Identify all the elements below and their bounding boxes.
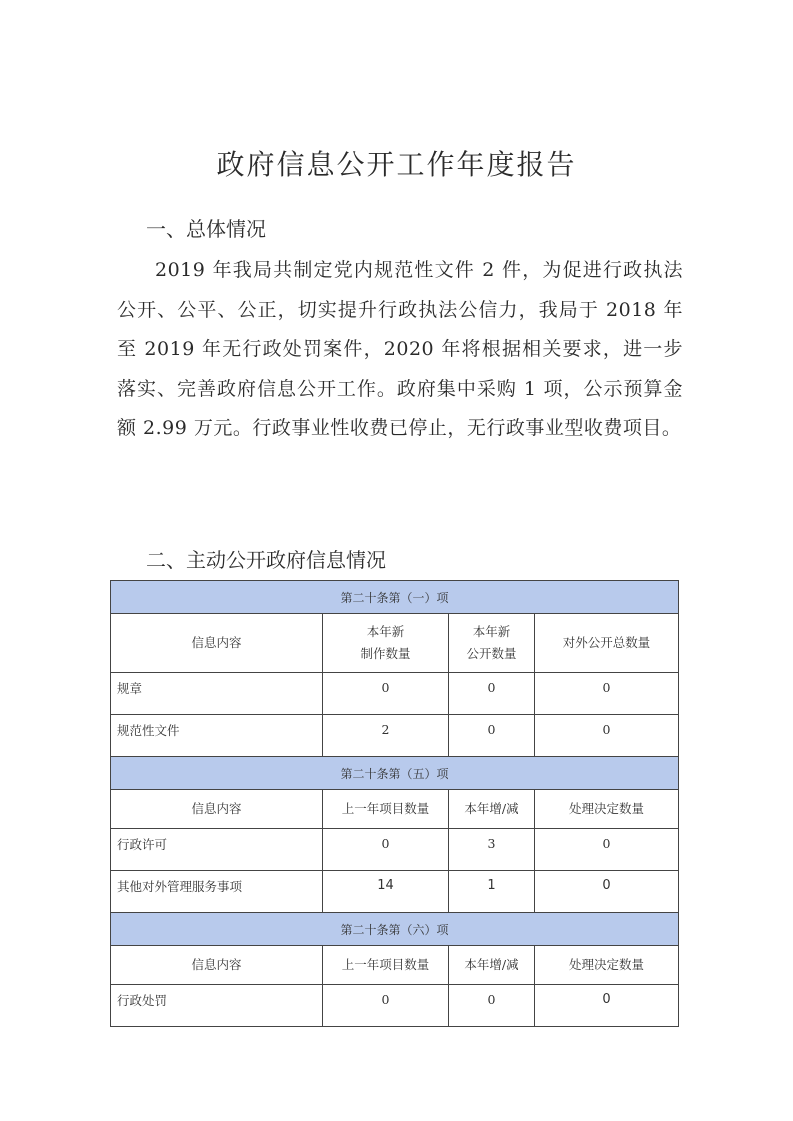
column-header: 信息内容 [111,946,323,985]
section-bar-article20-item6 [111,913,679,946]
cell-value: 0 [535,871,679,913]
cell-value: 0 [449,715,535,757]
column-header: 处理决定数量 [535,790,679,829]
cell-value: 3 [449,829,535,871]
column-header: 处理决定数量 [535,946,679,985]
section-bar-title: 第二十条第（六）项 [111,913,679,946]
column-header: 信息内容 [111,790,323,829]
cell-value: 0 [449,673,535,715]
section-heading-overview: 一、总体情况 [146,217,266,241]
row-label: 规范性文件 [111,715,323,757]
column-header: 本年增/减 [449,946,535,985]
cell-value: 0 [535,673,679,715]
cell-value: 2 [323,715,449,757]
section-bar-title: 第二十条第（五）项 [111,757,679,790]
section-bar-article20-item1 [111,581,679,614]
row-label: 规章 [111,673,323,715]
row-label: 行政许可 [111,829,323,871]
cell-value: 0 [535,715,679,757]
table-row [111,871,679,913]
section-bar-article20-item5 [111,757,679,790]
column-header: 本年新 制作数量 [323,614,449,673]
table-row [111,715,679,757]
cell-value: 0 [323,985,449,1027]
section-bar-title: 第二十条第（一）项 [111,581,679,614]
table-header-row [111,946,679,985]
table-row [111,829,679,871]
column-header: 上一年项目数量 [323,946,449,985]
cell-value: 0 [449,985,535,1027]
table-header-row [111,614,679,673]
column-header: 上一年项目数量 [323,790,449,829]
column-header: 本年增/减 [449,790,535,829]
table-row [111,985,679,1027]
cell-value: 0 [535,829,679,871]
disclosure-table [110,580,679,1027]
table-header-row [111,790,679,829]
overview-paragraph: 2019 年我局共制定党内规范性文件 2 件，为促进行政执法公开、公平、公正，切实提升行政执法公信力，我局于 2018 年至 2019 年无行政处罚案件，2020 年将根据相关要求，进一步落实、完善政府信息公开工作。政府集中采购 1 项，公示预算金额 2.99 万元。行政事业性收费已停止，无行政事业型收费项目。 [117,259,683,439]
row-label: 行政处罚 [111,985,323,1027]
cell-value: 14 [323,871,449,913]
cell-value: 0 [535,985,679,1027]
column-header: 信息内容 [111,614,323,673]
column-header: 本年新 公开数量 [449,614,535,673]
row-label: 其他对外管理服务事项 [111,871,323,913]
cell-value: 1 [449,871,535,913]
document-title: 政府信息公开工作年度报告 [216,148,577,181]
section-heading-proactive-disclosure: 二、主动公开政府信息情况 [146,548,386,572]
table-row [111,673,679,715]
column-header: 对外公开总数量 [535,614,679,673]
cell-value: 0 [323,673,449,715]
cell-value: 0 [323,829,449,871]
